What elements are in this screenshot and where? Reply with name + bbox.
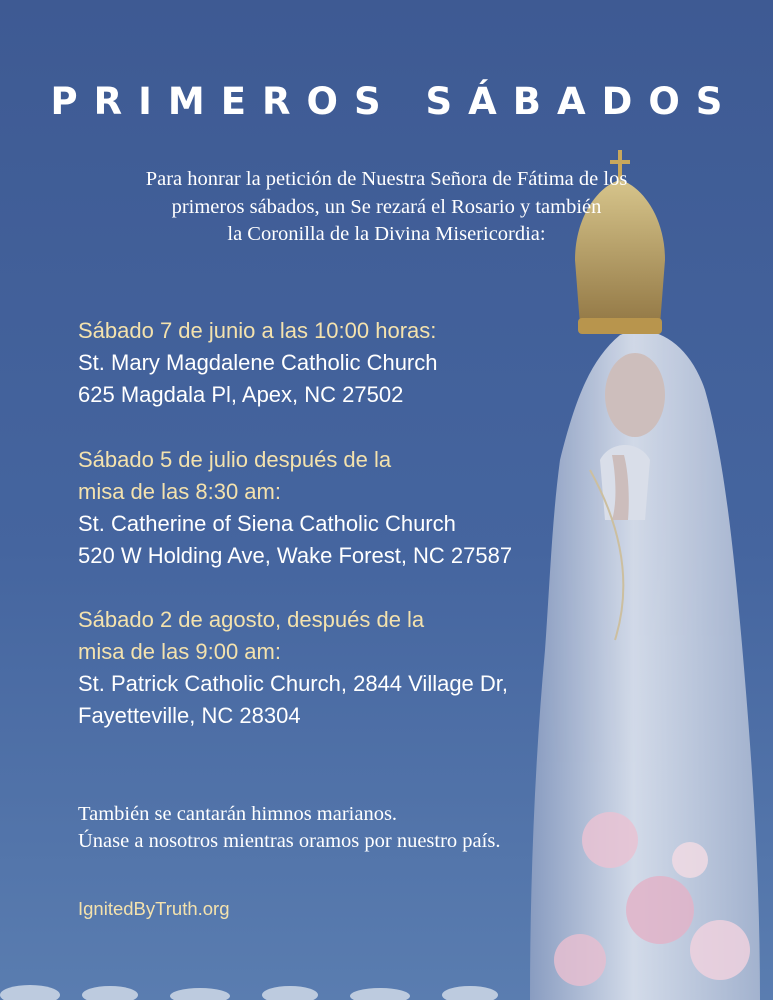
intro-line: primeros sábados, un Se rezará el Rosario y también bbox=[171, 195, 602, 218]
closing-line: Únase a nosotros mientras oramos por nuestro país. bbox=[78, 830, 501, 852]
event-date: Sábado 2 de agosto, después de la bbox=[78, 607, 425, 632]
event-location: St. Mary Magdalene Catholic Church bbox=[78, 350, 438, 375]
event-date: Sábado 7 de junio a las 10:00 horas: bbox=[78, 318, 437, 343]
page-title: PRIMEROS SÁBADOS bbox=[50, 80, 739, 123]
event-location: St. Patrick Catholic Church, 2844 Village Dr, bbox=[78, 671, 509, 696]
closing-line: También se cantarán himnos marianos. bbox=[78, 803, 398, 825]
event-june bbox=[78, 315, 438, 411]
intro-text bbox=[60, 166, 713, 249]
event-address: 625 Magdala Pl, Apex, NC 27502 bbox=[78, 382, 404, 407]
event-august bbox=[78, 604, 508, 732]
event-date: Sábado 5 de julio después de la bbox=[78, 447, 392, 472]
event-address: 520 W Holding Ave, Wake Forest, NC 27587 bbox=[78, 543, 513, 568]
event-july bbox=[78, 444, 512, 572]
intro-line: Para honrar la petición de Nuestra Señora de Fátima de los bbox=[145, 168, 628, 190]
closing-text bbox=[78, 801, 500, 855]
event-location: St. Catherine of Siena Catholic Church bbox=[78, 511, 456, 536]
event-date: misa de las 9:00 am: bbox=[78, 639, 281, 664]
event-address: Fayetteville, NC 28304 bbox=[78, 703, 301, 728]
website-link[interactable]: IgnitedByTruth.org bbox=[78, 898, 230, 919]
intro-line: la Coronilla de la Divina Misericordia: bbox=[227, 223, 546, 245]
event-date: misa de las 8:30 am: bbox=[78, 479, 281, 504]
